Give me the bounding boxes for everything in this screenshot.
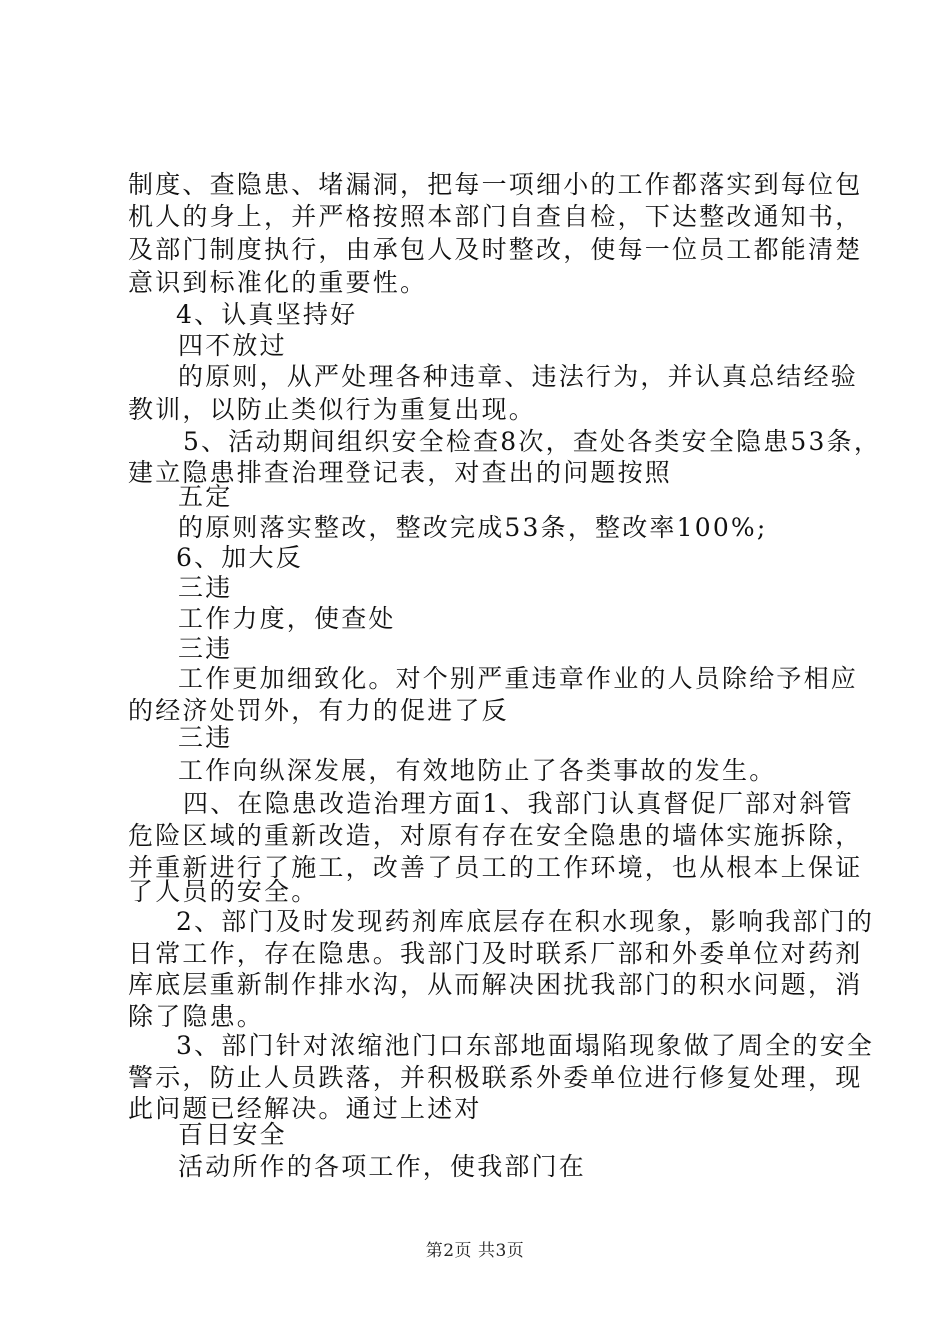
page-number-footer: 第2页 共3页	[425, 1241, 525, 1261]
body-text-line: 警示，防止人员跌落，并积极联系外委单位进行修复处理，现	[128, 1063, 863, 1092]
body-text-line: 活动所作的各项工作，使我部门在	[178, 1152, 587, 1181]
body-text-line: 及部门制度执行，由承包人及时整改，使每一位员工都能清楚	[128, 235, 863, 264]
body-text-line: 日常工作，存在隐患。我部门及时联系厂部和外委单位对药剂	[128, 939, 863, 968]
body-text-line: 库底层重新制作排水沟，从而解决困扰我部门的积水问题，消	[128, 970, 863, 999]
body-text-line: 意识到标准化的重要性。	[128, 268, 428, 297]
body-text-line: 的原则落实整改，整改完成53条，整改率100%;	[178, 513, 768, 542]
body-text-line: 百日安全	[178, 1120, 287, 1149]
body-text-line: 的经济处罚外，有力的促进了反	[128, 696, 509, 725]
body-text-line: 除了隐患。	[128, 1002, 265, 1031]
body-text-line: 机人的身上，并严格按照本部门自查自检，下达整改通知书，	[128, 202, 863, 231]
body-text-line: 5、活动期间组织安全检查8次，查处各类安全隐患53条，	[183, 427, 882, 456]
body-text-line: 三违	[178, 723, 233, 752]
body-text-line: 此问题已经解决。通过上述对	[128, 1094, 482, 1123]
body-text-line: 2、部门及时发现药剂库底层存在积水现象，影响我部门的	[176, 907, 875, 936]
body-text-line: 工作向纵深发展，有效地防止了各类事故的发生。	[178, 756, 777, 785]
body-text-line: 的原则，从严处理各种违章、违法行为，并认真总结经验	[178, 362, 859, 391]
body-text-line: 四、在隐患改造治理方面1、我部门认真督促厂部对斜管	[183, 789, 854, 818]
body-text-line: 6、加大反	[176, 543, 303, 572]
body-text-line: 危险区域的重新改造，对原有存在安全隐患的墙体实施拆除，	[128, 821, 863, 850]
body-text-line: 了人员的安全。	[128, 877, 319, 906]
body-text-line: 四不放过	[178, 331, 287, 360]
body-text-line: 制度、查隐患、堵漏洞，把每一项细小的工作都落实到每位包	[128, 170, 863, 199]
body-text-line: 并重新进行了施工，改善了员工的工作环境，也从根本上保证	[128, 853, 863, 882]
body-text-line: 工作更加细致化。对个别严重违章作业的人员除给予相应	[178, 664, 859, 693]
body-text-line: 3、部门针对浓缩池门口东部地面塌陷现象做了周全的安全	[176, 1031, 875, 1060]
body-text-line: 建立隐患排查治理登记表，对查出的问题按照	[128, 458, 673, 487]
body-text-line: 工作力度，使查处	[178, 604, 396, 633]
body-text-line: 三违	[178, 573, 233, 602]
body-text-line: 五定	[178, 482, 233, 511]
body-text-line: 三违	[178, 634, 233, 663]
body-text-line: 教训，以防止类似行为重复出现。	[128, 395, 537, 424]
body-text-line: 4、认真坚持好	[176, 300, 358, 329]
